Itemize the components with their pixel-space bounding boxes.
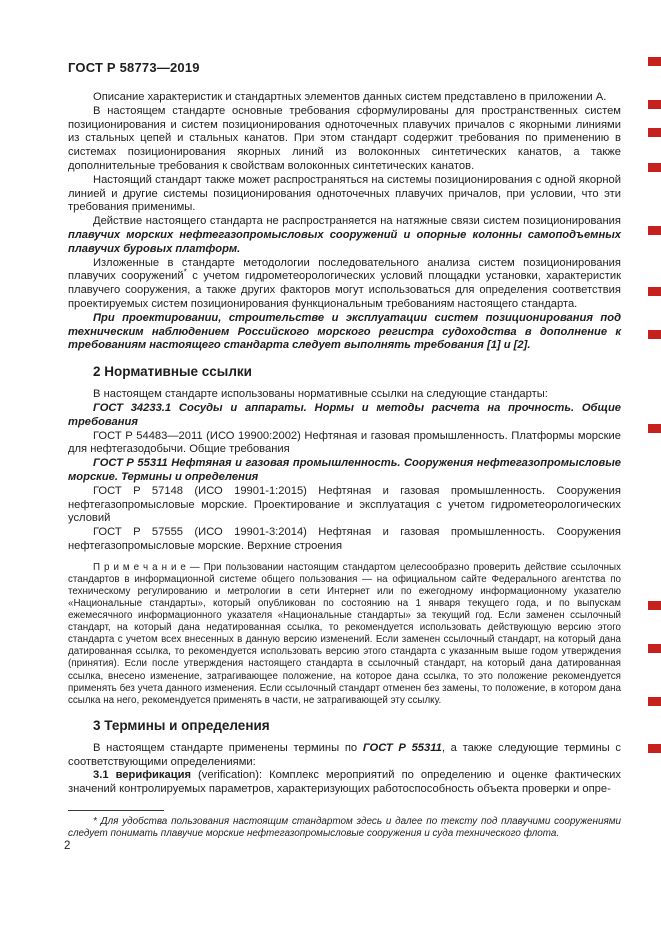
- body-text: Описание характеристик и стандартных элементов данных систем представлено в приложении А.: [93, 91, 607, 103]
- body-text: В настоящем стандарте применены термины по: [93, 741, 363, 754]
- emphasized-text: ГОСТ Р 55311: [362, 741, 442, 754]
- emphasized-text: ГОСТ 34233.1 Сосуды и аппараты. Нормы и методы расчета на прочность. Общие требования: [68, 401, 621, 428]
- page-content: [68, 60, 621, 797]
- footnote-divider: [68, 810, 164, 811]
- change-marker[interactable]: [648, 330, 661, 339]
- emphasized-text: *: [183, 267, 187, 277]
- paragraph: [68, 105, 621, 174]
- paragraph: [68, 215, 621, 256]
- note-block: П р и м е ч а н и е — При пользовании настоящим стандартом целесообразно проверить действие ссылочных стандартов в информационной системе общего пользования — на официальном сайте Федерального агентства по техническому регулированию и метрологии в сети Интернет или по ежегодному информационному указателю «Национальные стандарты», который опубликован по состоянию на 1 января текущего года, и по выпускам ежемесячного информационного указателя «Национальные стандарты» за текущий год. Если заменен ссылочный стандарт, на который дана недатированная ссылка, то рекомендуется использовать действующую версию этого стандарта с учетом всех внесенных в данную версию изменений. Если заменен ссылочный стандарт, на который дана датированная ссылка, то рекомендуется использовать версию этого стандарта с указанным выше годом утверждения (принятия). Если после утверждения настоящего стандарта в ссылочный стандарт, на который дана датированная ссылка, внесено изменение, затрагивающее положение, на которое дана ссылка, то это положение рекомендуется применять без учета данного изменения. Если ссылочный стандарт отменен без замены, то положение, в котором дана ссылка на него, рекомендуется применять в части, не затрагивающей эту ссылку.: [68, 561, 621, 706]
- paragraph: [68, 257, 621, 312]
- change-marker[interactable]: [648, 644, 661, 653]
- body-text: , а также следующие термины с соответствующими определениями:: [68, 741, 621, 768]
- body-text: ГОСТ Р 54483—2011 (ИСО 19900:2002) Нефтяная и газовая промышленность. Платформы морские для нефтегазодобычи. Общие требования: [68, 429, 621, 456]
- change-marker[interactable]: [648, 163, 661, 172]
- body-text: В настоящем стандарте использованы нормативные ссылки на следующие стандарты:: [93, 388, 548, 401]
- body-text: ГОСТ Р 57555 (ИСО 19901-3:2014) Нефтяная и газовая промышленность. Сооружения нефтегазопромысловые морские. Верхние строения: [68, 526, 621, 552]
- section-heading: 2 Нормативные ссылки: [93, 364, 252, 380]
- footnote: * Для удобства пользования настоящим стандартом здесь и далее по тексту под плавучими сооружениями следует понимать плавучие морские нефтегазопромысловые сооружения и суда технического флота.: [68, 816, 621, 839]
- change-marker[interactable]: [648, 100, 661, 109]
- paragraph: [68, 312, 621, 353]
- change-marker[interactable]: [648, 697, 661, 706]
- paragraph: [68, 388, 621, 402]
- change-marker[interactable]: [648, 287, 661, 296]
- body-text: Действие настоящего стандарта не распространяется на натяжные связи систем позиционирования: [93, 215, 621, 228]
- emphasized-text: 3.1 верификация: [93, 769, 192, 782]
- paragraph: [68, 457, 621, 485]
- emphasized-text: ГОСТ Р 55311 Нефтяная и газовая промышленность. Сооружения нефтегазопромысловые морские. Термины и определения: [68, 457, 621, 483]
- body-text: (verification): Комплекс мероприятий по определению и оценке фактических значений контролируемых параметров, характеризующих работоспособность объекта проверки и опре-: [68, 769, 621, 796]
- change-marker[interactable]: [648, 744, 661, 753]
- change-marker[interactable]: [648, 226, 661, 235]
- page-number: 2: [64, 840, 71, 852]
- section-heading: 3 Термины и определения: [93, 717, 270, 733]
- paragraph: [68, 742, 621, 770]
- paragraph: [68, 485, 621, 526]
- running-header: ГОСТ Р 58773—2019: [68, 60, 200, 75]
- body-text: Настоящий стандарт также может распространяться на системы позиционирования с одной якорной линией и другие системы позиционирования одноточечных плавучих причалов, при условии, что эти требования применимы.: [68, 173, 621, 214]
- paragraph: [68, 430, 621, 458]
- body-text: В настоящем стандарте основные требования сформулированы для пространственных систем позиционирования и систем позиционирования одноточечных плавучих причалов с якорными линиями из стальных цепей и стальных канатов. При этом стандарт содержит требования по применению в системах позиционирования якорных линий из волоконных синтетических канатов, а также дополнительные требования к свойствам волоконных синтетических канатов.: [68, 104, 621, 172]
- paragraph: [68, 174, 621, 215]
- paragraph: [68, 526, 621, 554]
- change-marker[interactable]: [648, 128, 661, 137]
- paragraph: [68, 769, 621, 797]
- change-marker[interactable]: [648, 601, 661, 610]
- paragraph: [68, 402, 621, 430]
- paragraph: [68, 91, 621, 105]
- body-text: ГОСТ Р 57148 (ИСО 19901-1:2015) Нефтяная и газовая промышленность. Сооружения нефтегазопромысловые морские. Проектирование и эксплуатация с учетом гидрометеорологических условий: [68, 484, 621, 525]
- body-text: с учетом гидрометеорологических условий площадки установки, характеристик плавучего сооружения, а также других факторов могут использоваться для определения соответствия проектируемых систем позиционирования функциональным требованиям настоящего стандарта.: [68, 270, 621, 310]
- change-marker[interactable]: [648, 424, 661, 433]
- emphasized-text: При проектировании, строительстве и эксплуатации систем позиционирования под техническим наблюдением Российского морского регистра судоходства в дополнение к требованиям настоящего стандарта следует выполнять требования [1] и [2].: [68, 311, 621, 352]
- change-marker[interactable]: [648, 57, 661, 66]
- body-text: Изложенные в стандарте методологии последовательного анализа систем позиционирования плавучих сооружений: [68, 256, 621, 283]
- emphasized-text: плавучих морских нефтегазопромысловых сооружений и опорные колонны самоподъемных плавучих буровых платформ.: [68, 228, 621, 255]
- document-body: [68, 91, 621, 797]
